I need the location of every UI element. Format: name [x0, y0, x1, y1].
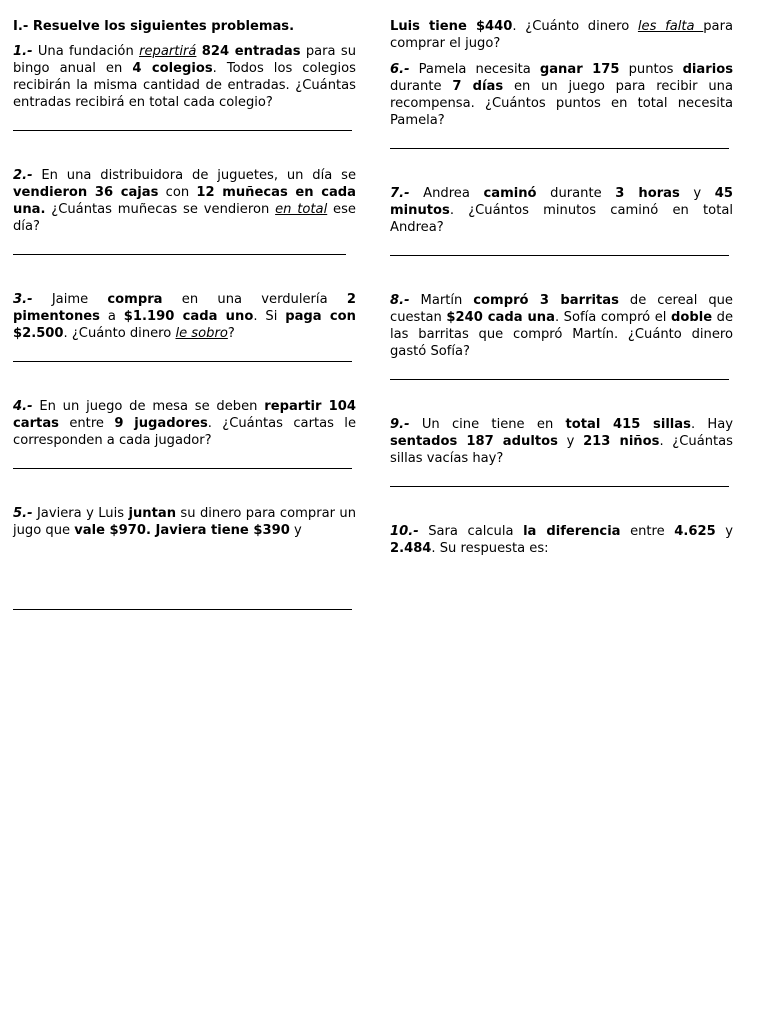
- problem-text: [390, 19, 733, 51]
- problem-text: [390, 293, 733, 359]
- answer-line-1[interactable]: [13, 130, 352, 131]
- emphasis-text: $1.190 cada uno: [123, 309, 254, 324]
- plain-text: Javiera y Luis: [36, 506, 129, 521]
- underlined-text: repartirá: [139, 44, 197, 59]
- plain-text: Sara calcula: [428, 524, 524, 539]
- plain-text: Pamela necesita: [418, 62, 540, 77]
- problem-text: [13, 168, 356, 234]
- problem-4: [13, 398, 356, 449]
- problem-9: [390, 416, 733, 467]
- plain-text: . ¿Cuántos minutos caminó en total Andrea?: [390, 203, 733, 235]
- problem-text: [390, 186, 733, 235]
- problem-number: 7.-: [390, 186, 410, 201]
- emphasis-text: repartir 104 cartas: [13, 399, 356, 431]
- problem-10: [390, 523, 733, 557]
- plain-text: Jaime: [51, 292, 108, 307]
- plain-text: ese día?: [13, 202, 356, 234]
- problem-number: 6.-: [390, 62, 410, 77]
- plain-text: en un juego para recibir una recompensa. ¿Cuántos puntos en total necesita Pamela?: [390, 79, 733, 128]
- plain-text: en una verdulería: [162, 292, 347, 307]
- plain-text: para comprar el jugo?: [390, 19, 733, 51]
- emphasis-text: juntan: [128, 506, 177, 521]
- plain-text: y: [289, 523, 302, 538]
- plain-text: entre: [58, 416, 115, 431]
- underlined-text: les falta: [637, 19, 704, 34]
- emphasis-text: 45 minutos: [390, 186, 733, 218]
- problem-5: [13, 505, 356, 539]
- problem-number: 1.-: [13, 44, 33, 59]
- plain-text: . ¿Cuántas cartas le corresponden a cada jugador?: [13, 416, 357, 448]
- problem-5-continuation: [390, 18, 733, 52]
- plain-text: ?: [227, 326, 235, 341]
- answer-line-9[interactable]: [390, 486, 729, 487]
- plain-text: . Si: [253, 309, 286, 324]
- problem-number: 4.-: [13, 399, 33, 414]
- plain-text: y: [715, 524, 733, 539]
- emphasis-text: total 415 sillas: [565, 417, 691, 432]
- problem-number: 9.-: [390, 417, 410, 432]
- emphasis-text: paga con $2.500: [13, 309, 356, 341]
- plain-text: . ¿Cuánto dinero: [63, 326, 176, 341]
- plain-text: . Hay: [690, 417, 733, 432]
- emphasis-text: diarios: [682, 62, 733, 77]
- answer-line-2[interactable]: [13, 254, 346, 255]
- plain-text: . Todos los colegios recibirán la misma cantidad de entradas. ¿Cuántas entradas recibirá en total cada colegio?: [13, 61, 356, 110]
- problem-number: 8.-: [390, 293, 410, 308]
- answer-line-5[interactable]: [13, 609, 352, 610]
- emphasis-text: Luis tiene $440: [390, 19, 513, 34]
- emphasis-text: 2.484: [390, 541, 432, 556]
- problem-3: [13, 291, 356, 342]
- worksheet-title: I.- Resuelve los siguientes problemas.: [13, 19, 295, 34]
- plain-text: a: [99, 309, 124, 324]
- plain-text: Una fundación: [37, 44, 140, 59]
- problem-6: [390, 61, 733, 129]
- emphasis-text: $240 cada una: [446, 310, 555, 325]
- emphasis-text: ganar 175: [539, 62, 620, 77]
- answer-line-8[interactable]: [390, 379, 729, 380]
- plain-text: . ¿Cuánto dinero: [512, 19, 638, 34]
- plain-text: su dinero para comprar un jugo que: [13, 506, 356, 538]
- answer-line-4[interactable]: [13, 468, 352, 469]
- emphasis-text: vendieron 36 cajas: [13, 185, 159, 200]
- plain-text: ¿Cuántas muñecas se vendieron: [45, 202, 276, 217]
- emphasis-text: doble: [670, 310, 713, 325]
- emphasis-text: la diferencia: [523, 524, 621, 539]
- plain-text: Un cine tiene en: [421, 417, 566, 432]
- problem-text: [13, 506, 356, 538]
- left-column: [13, 18, 356, 610]
- plain-text: . Su respuesta es:: [431, 541, 549, 556]
- plain-text: . ¿Cuántas sillas vacías hay?: [390, 434, 734, 466]
- problem-number: 5.-: [13, 506, 33, 521]
- plain-text: con: [158, 185, 197, 200]
- problem-7: [390, 185, 733, 236]
- answer-line-3[interactable]: [13, 361, 352, 362]
- problem-number: 10.-: [390, 524, 419, 539]
- plain-text: durante: [390, 79, 453, 94]
- plain-text: puntos: [619, 62, 683, 77]
- problem-text: [390, 417, 733, 466]
- plain-text: . Sofía compró el: [554, 310, 671, 325]
- underlined-text: le sobro: [175, 326, 228, 341]
- emphasis-text: 4.625: [674, 524, 716, 539]
- problem-2: [13, 167, 356, 235]
- plain-text: para su bingo anual en: [13, 44, 356, 76]
- emphasis-text: 3 horas: [615, 186, 680, 201]
- plain-text: y: [679, 186, 715, 201]
- plain-text: En una distribuidora de juguetes, un día se: [41, 168, 356, 183]
- answer-line-6[interactable]: [390, 148, 729, 149]
- plain-text: Martín: [420, 293, 474, 308]
- problem-text: [13, 292, 356, 341]
- emphasis-text: 7 días: [452, 79, 504, 94]
- answer-line-7[interactable]: [390, 255, 729, 256]
- problem-text: [390, 62, 733, 128]
- emphasis-text: 2 pimentones: [13, 292, 356, 324]
- emphasis-text: 9 jugadores: [114, 416, 208, 431]
- emphasis-text: 213 niños: [583, 434, 660, 449]
- plain-text: de las barritas que compró Martín. ¿Cuánto dinero gastó Sofía?: [390, 310, 733, 359]
- right-column: [390, 18, 733, 557]
- emphasis-text: 4 colegios: [132, 61, 213, 76]
- problem-text: [390, 524, 733, 556]
- plain-text: Andrea: [423, 186, 484, 201]
- problem-number: 2.-: [13, 168, 33, 183]
- problem-1: [13, 43, 356, 111]
- emphasis-text: compra: [107, 292, 163, 307]
- problem-text: [13, 399, 356, 448]
- plain-text: durante: [536, 186, 616, 201]
- problem-text: [13, 44, 356, 110]
- plain-text: entre: [620, 524, 675, 539]
- problem-number: 3.-: [13, 292, 33, 307]
- emphasis-text: caminó: [483, 186, 537, 201]
- emphasis-text: compró 3 barritas: [473, 293, 619, 308]
- emphasis-text: 12 muñecas en cada una.: [13, 185, 356, 217]
- plain-text: y: [557, 434, 584, 449]
- emphasis-text: vale $970. Javiera tiene $390: [74, 523, 290, 538]
- underlined-text: en total: [275, 202, 328, 217]
- plain-text: En un juego de mesa se deben: [39, 399, 265, 414]
- plain-text: de cereal que cuestan: [390, 293, 733, 325]
- emphasis-text: sentados 187 adultos: [390, 434, 558, 449]
- problem-8: [390, 292, 733, 360]
- emphasis-text: 824 entradas: [201, 44, 301, 59]
